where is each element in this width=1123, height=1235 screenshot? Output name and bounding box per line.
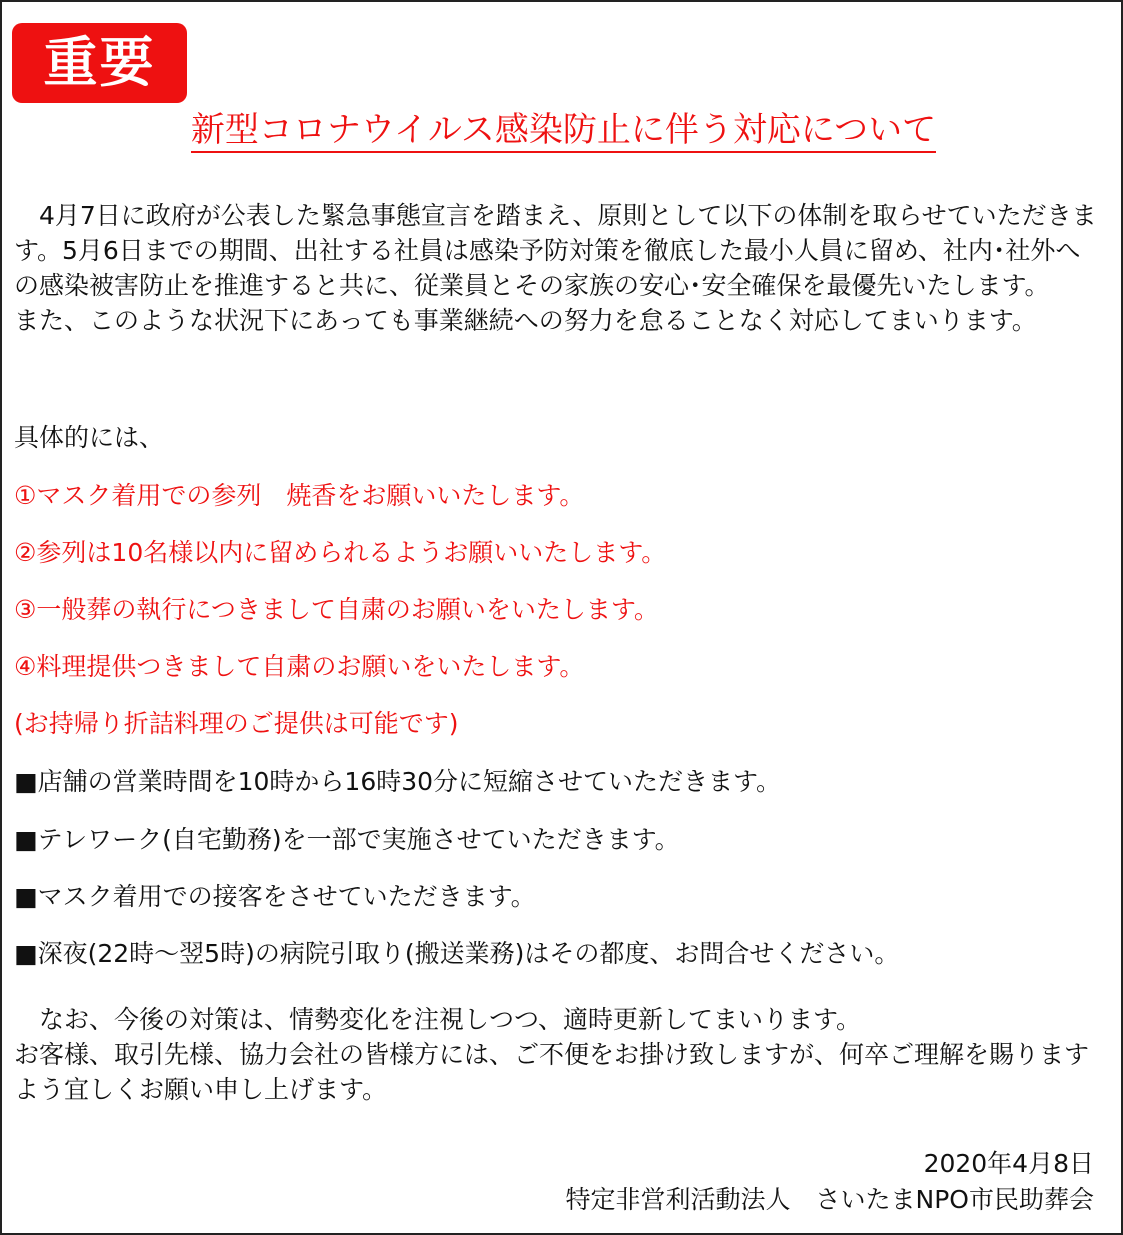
bullet-item-2: ■テレワーク(自宅勤務)を一部で実施させていただきます。 <box>14 825 680 854</box>
closing-paragraph: なお、今後の対策は、情勢変化を注視しつつ、適時更新してまいります。 お客様、取引先様、協力会社の皆様方には、ご不便をお掛け致しますが、何卒ご理解を賜りますよう宜しくお願い申し上げます。 <box>14 1005 1090 1104</box>
red-item-3: ③一般葬の執行につきまして自粛のお願いをいたします。 <box>14 595 659 624</box>
notice-title: 新型コロナウイルス感染防止に伴う対応について <box>191 110 936 153</box>
red-item-1: ①マスク着用での参列 焼香をお願いいたします。 <box>14 481 585 510</box>
specifics-label: 具体的には、 <box>14 423 165 452</box>
important-badge: 重要 <box>12 23 187 103</box>
bullet-item-3: ■マスク着用での接客をさせていただきます。 <box>14 882 536 911</box>
red-item-note: (お持帰り折詰料理のご提供は可能です) <box>14 709 459 738</box>
issue-date: 2020年4月8日 <box>923 1149 1094 1178</box>
bullet-item-1: ■店舗の営業時間を10時から16時30分に短縮させていただきます。 <box>14 767 782 796</box>
red-item-2: ②参列は10名様以内に留められるようお願いいたします。 <box>14 538 667 567</box>
organization-name: 特定非営利活動法人 さいたまNPO市民助葬会 <box>565 1185 1094 1214</box>
red-item-4: ④料理提供つきまして自粛のお願いをいたします。 <box>14 652 585 681</box>
notice-title-wrap <box>2 106 1123 154</box>
intro-paragraph: 4月7日に政府が公表した緊急事態宣言を踏まえ、原則として以下の体制を取らせていただきます。5月6日までの期間、出社する社員は感染予防対策を徹底した最小人員に留め、社内･社外への感染被害防止を推進すると共に、従業員とその家族の安心･安全確保を最優先いたします。 また、このような状況下にあっても事業継続への努力を怠ることなく対応してまいります。 <box>14 201 1097 335</box>
bullet-item-4: ■深夜(22時～翌5時)の病院引取り(搬送業務)はその都度、お問合せください。 <box>14 939 900 968</box>
